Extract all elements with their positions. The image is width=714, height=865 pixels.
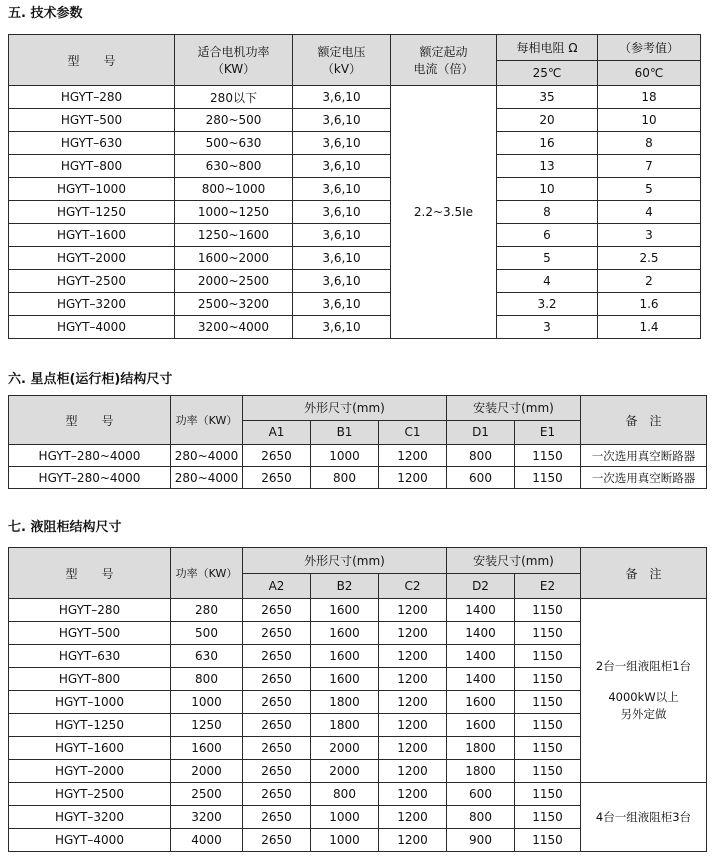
a2-cell: 2650 bbox=[243, 599, 311, 622]
liquid-cabinet-table bbox=[8, 547, 707, 852]
e1-cell: 1150 bbox=[515, 467, 581, 489]
d2-cell: 900 bbox=[447, 829, 515, 852]
header-outer-size: 外形尺寸(mm) bbox=[243, 396, 447, 421]
power-cell: 800~1000 bbox=[175, 178, 293, 201]
resistance-60c-cell: 1.4 bbox=[598, 316, 701, 339]
resistance-25c-cell: 35 bbox=[497, 86, 598, 109]
model-cell: HGYT–4000 bbox=[9, 316, 175, 339]
c2-cell: 1200 bbox=[379, 783, 447, 806]
d2-cell: 800 bbox=[447, 806, 515, 829]
e2-cell: 1150 bbox=[515, 737, 581, 760]
model-cell: HGYT–1250 bbox=[9, 201, 175, 224]
resistance-60c-cell: 2.5 bbox=[598, 247, 701, 270]
power-cell: 1250~1600 bbox=[175, 224, 293, 247]
voltage-cell: 3,6,10 bbox=[293, 132, 391, 155]
voltage-cell: 3,6,10 bbox=[293, 316, 391, 339]
b2-cell: 2000 bbox=[311, 760, 379, 783]
model-cell: HGYT–1000 bbox=[9, 691, 171, 714]
header-a2: A2 bbox=[243, 573, 311, 599]
table-header-row bbox=[9, 548, 707, 574]
d2-cell: 1400 bbox=[447, 668, 515, 691]
header-e1: E1 bbox=[515, 420, 581, 445]
model-cell: HGYT–2000 bbox=[9, 760, 171, 783]
resistance-60c-cell: 7 bbox=[598, 155, 701, 178]
model-cell: HGYT–2500 bbox=[9, 783, 171, 806]
table-row bbox=[9, 783, 707, 806]
remark-line: 另外定做 bbox=[620, 707, 667, 721]
header-power: 功率（KW） bbox=[171, 548, 243, 599]
resistance-25c-cell: 3 bbox=[497, 316, 598, 339]
voltage-cell: 3,6,10 bbox=[293, 293, 391, 316]
header-voltage: 额定电压 （kV） bbox=[293, 35, 391, 86]
table-header-row bbox=[9, 396, 707, 421]
voltage-cell: 3,6,10 bbox=[293, 270, 391, 293]
power-cell: 1600~2000 bbox=[175, 247, 293, 270]
e2-cell: 1150 bbox=[515, 714, 581, 737]
c2-cell: 1200 bbox=[379, 691, 447, 714]
liquid-cabinet-body bbox=[9, 599, 707, 852]
model-cell: HGYT–500 bbox=[9, 109, 175, 132]
resistance-25c-cell: 3.2 bbox=[497, 293, 598, 316]
header-25c: 25℃ bbox=[497, 60, 598, 86]
power-cell: 1000 bbox=[171, 691, 243, 714]
table-row bbox=[9, 224, 701, 247]
resistance-60c-cell: 18 bbox=[598, 86, 701, 109]
c2-cell: 1200 bbox=[379, 829, 447, 852]
b2-cell: 1800 bbox=[311, 691, 379, 714]
remark-line: 4000kW以上 bbox=[608, 690, 679, 704]
c2-cell: 1200 bbox=[379, 714, 447, 737]
voltage-cell: 3,6,10 bbox=[293, 86, 391, 109]
d2-cell: 1600 bbox=[447, 714, 515, 737]
d2-cell: 1400 bbox=[447, 599, 515, 622]
resistance-25c-cell: 4 bbox=[497, 270, 598, 293]
remark-cell bbox=[581, 599, 707, 783]
header-b2: B2 bbox=[311, 573, 379, 599]
voltage-cell: 3,6,10 bbox=[293, 109, 391, 132]
a2-cell: 2650 bbox=[243, 622, 311, 645]
e1-cell: 1150 bbox=[515, 445, 581, 467]
e2-cell: 1150 bbox=[515, 783, 581, 806]
model-cell: HGYT–800 bbox=[9, 155, 175, 178]
power-cell: 2500~3200 bbox=[175, 293, 293, 316]
a2-cell: 2650 bbox=[243, 806, 311, 829]
d2-cell: 1800 bbox=[447, 760, 515, 783]
model-cell: HGYT–4000 bbox=[9, 829, 171, 852]
a2-cell: 2650 bbox=[243, 691, 311, 714]
model-cell: HGYT–500 bbox=[9, 622, 171, 645]
model-cell: HGYT–800 bbox=[9, 668, 171, 691]
power-cell: 2000~2500 bbox=[175, 270, 293, 293]
b1-cell: 1000 bbox=[311, 445, 379, 467]
voltage-cell: 3,6,10 bbox=[293, 247, 391, 270]
power-cell: 1250 bbox=[171, 714, 243, 737]
e2-cell: 1150 bbox=[515, 599, 581, 622]
b2-cell: 2000 bbox=[311, 737, 379, 760]
header-power: 功率（KW） bbox=[171, 396, 243, 445]
b2-cell: 1600 bbox=[311, 622, 379, 645]
star-cabinet-table bbox=[8, 395, 707, 489]
table-row bbox=[9, 247, 701, 270]
table-row bbox=[9, 445, 707, 467]
b2-cell: 1600 bbox=[311, 645, 379, 668]
resistance-60c-cell: 1.6 bbox=[598, 293, 701, 316]
power-cell: 1000~1250 bbox=[175, 201, 293, 224]
model-cell: HGYT–1600 bbox=[9, 224, 175, 247]
e2-cell: 1150 bbox=[515, 622, 581, 645]
resistance-60c-cell: 4 bbox=[598, 201, 701, 224]
table-header-row bbox=[9, 35, 701, 61]
star-cabinet-body bbox=[9, 445, 707, 489]
table-row bbox=[9, 155, 701, 178]
power-cell: 280~4000 bbox=[171, 467, 243, 489]
header-outer-size: 外形尺寸(mm) bbox=[243, 548, 447, 574]
b1-cell: 800 bbox=[311, 467, 379, 489]
power-cell: 3200 bbox=[171, 806, 243, 829]
tech-params-table bbox=[8, 34, 701, 339]
power-cell: 280~500 bbox=[175, 109, 293, 132]
tech-params-body bbox=[9, 86, 701, 339]
b2-cell: 1000 bbox=[311, 806, 379, 829]
header-reference: （参考值） bbox=[598, 35, 701, 61]
a2-cell: 2650 bbox=[243, 829, 311, 852]
d2-cell: 1400 bbox=[447, 622, 515, 645]
resistance-25c-cell: 10 bbox=[497, 178, 598, 201]
header-e2: E2 bbox=[515, 573, 581, 599]
d2-cell: 600 bbox=[447, 783, 515, 806]
table-row bbox=[9, 270, 701, 293]
voltage-cell: 3,6,10 bbox=[293, 201, 391, 224]
table-row bbox=[9, 599, 707, 622]
b2-cell: 1600 bbox=[311, 599, 379, 622]
c2-cell: 1200 bbox=[379, 622, 447, 645]
resistance-60c-cell: 2 bbox=[598, 270, 701, 293]
c2-cell: 1200 bbox=[379, 760, 447, 783]
resistance-25c-cell: 20 bbox=[497, 109, 598, 132]
header-c2: C2 bbox=[379, 573, 447, 599]
model-cell: HGYT–1600 bbox=[9, 737, 171, 760]
power-cell: 1600 bbox=[171, 737, 243, 760]
model-cell: HGYT–1250 bbox=[9, 714, 171, 737]
header-d2: D2 bbox=[447, 573, 515, 599]
resistance-60c-cell: 5 bbox=[598, 178, 701, 201]
header-c1: C1 bbox=[379, 420, 447, 445]
header-60c: 60℃ bbox=[598, 60, 701, 86]
voltage-cell: 3,6,10 bbox=[293, 224, 391, 247]
d1-cell: 800 bbox=[447, 445, 515, 467]
power-cell: 630~800 bbox=[175, 155, 293, 178]
header-model: 型 号 bbox=[9, 548, 171, 599]
header-remark: 备 注 bbox=[581, 548, 707, 599]
section-7-title: 七. 液阻柜结构尺寸 bbox=[8, 520, 122, 535]
c2-cell: 1200 bbox=[379, 599, 447, 622]
model-cell: HGYT–1000 bbox=[9, 178, 175, 201]
d1-cell: 600 bbox=[447, 467, 515, 489]
header-model: 型 号 bbox=[9, 396, 171, 445]
e2-cell: 1150 bbox=[515, 691, 581, 714]
model-cell: HGYT–630 bbox=[9, 132, 175, 155]
resistance-60c-cell: 10 bbox=[598, 109, 701, 132]
model-cell: HGYT–3200 bbox=[9, 293, 175, 316]
model-cell: HGYT–280 bbox=[9, 86, 175, 109]
c2-cell: 1200 bbox=[379, 737, 447, 760]
d2-cell: 1800 bbox=[447, 737, 515, 760]
c1-cell: 1200 bbox=[379, 445, 447, 467]
resistance-25c-cell: 16 bbox=[497, 132, 598, 155]
header-install-size: 安装尺寸(mm) bbox=[447, 396, 581, 421]
power-cell: 280以下 bbox=[175, 86, 293, 109]
b2-cell: 1000 bbox=[311, 829, 379, 852]
remark-cell: 一次选用真空断路器 bbox=[581, 467, 707, 489]
e2-cell: 1150 bbox=[515, 645, 581, 668]
a1-cell: 2650 bbox=[243, 445, 311, 467]
model-cell: HGYT–280~4000 bbox=[9, 467, 171, 489]
power-cell: 2000 bbox=[171, 760, 243, 783]
e2-cell: 1150 bbox=[515, 829, 581, 852]
c2-cell: 1200 bbox=[379, 645, 447, 668]
b2-cell: 800 bbox=[311, 783, 379, 806]
power-cell: 630 bbox=[171, 645, 243, 668]
power-cell: 2500 bbox=[171, 783, 243, 806]
remark-cell: 一次选用真空断路器 bbox=[581, 445, 707, 467]
power-cell: 800 bbox=[171, 668, 243, 691]
header-install-size: 安装尺寸(mm) bbox=[447, 548, 581, 574]
a2-cell: 2650 bbox=[243, 645, 311, 668]
d2-cell: 1600 bbox=[447, 691, 515, 714]
e2-cell: 1150 bbox=[515, 806, 581, 829]
header-start-current: 额定起动 电流（倍） bbox=[391, 35, 497, 86]
resistance-25c-cell: 5 bbox=[497, 247, 598, 270]
table-row bbox=[9, 86, 701, 109]
model-cell: HGYT–280 bbox=[9, 599, 171, 622]
table-row bbox=[9, 293, 701, 316]
voltage-cell: 3,6,10 bbox=[293, 178, 391, 201]
power-cell: 500~630 bbox=[175, 132, 293, 155]
resistance-25c-cell: 8 bbox=[497, 201, 598, 224]
a1-cell: 2650 bbox=[243, 467, 311, 489]
table-row bbox=[9, 132, 701, 155]
e2-cell: 1150 bbox=[515, 668, 581, 691]
resistance-60c-cell: 8 bbox=[598, 132, 701, 155]
model-cell: HGYT–2500 bbox=[9, 270, 175, 293]
header-d1: D1 bbox=[447, 420, 515, 445]
power-cell: 280 bbox=[171, 599, 243, 622]
power-cell: 280~4000 bbox=[171, 445, 243, 467]
a2-cell: 2650 bbox=[243, 783, 311, 806]
voltage-cell: 3,6,10 bbox=[293, 155, 391, 178]
header-remark: 备 注 bbox=[581, 396, 707, 445]
resistance-25c-cell: 13 bbox=[497, 155, 598, 178]
resistance-60c-cell: 3 bbox=[598, 224, 701, 247]
remark-cell: 4台一组液阻柜3台 bbox=[581, 783, 707, 852]
header-power: 适合电机功率 （KW） bbox=[175, 35, 293, 86]
model-cell: HGYT–280~4000 bbox=[9, 445, 171, 467]
header-a1: A1 bbox=[243, 420, 311, 445]
b2-cell: 1600 bbox=[311, 668, 379, 691]
a2-cell: 2650 bbox=[243, 714, 311, 737]
e2-cell: 1150 bbox=[515, 760, 581, 783]
header-model: 型 号 bbox=[9, 35, 175, 86]
header-b1: B1 bbox=[311, 420, 379, 445]
table-row bbox=[9, 178, 701, 201]
table-row bbox=[9, 316, 701, 339]
model-cell: HGYT–3200 bbox=[9, 806, 171, 829]
table-row bbox=[9, 109, 701, 132]
header-resistance: 每相电阻 Ω bbox=[497, 35, 598, 61]
d2-cell: 1400 bbox=[447, 645, 515, 668]
remark-line: 2台一组液阻柜1台 bbox=[595, 659, 692, 673]
power-cell: 500 bbox=[171, 622, 243, 645]
section-6-title: 六. 星点柜(运行柜)结构尺寸 bbox=[8, 372, 173, 387]
model-cell: HGYT–2000 bbox=[9, 247, 175, 270]
table-row bbox=[9, 467, 707, 489]
b2-cell: 1800 bbox=[311, 714, 379, 737]
power-cell: 3200~4000 bbox=[175, 316, 293, 339]
model-cell: HGYT–630 bbox=[9, 645, 171, 668]
a2-cell: 2650 bbox=[243, 760, 311, 783]
resistance-25c-cell: 6 bbox=[497, 224, 598, 247]
table-row bbox=[9, 201, 701, 224]
start-current-cell: 2.2~3.5Ie bbox=[391, 86, 497, 339]
c2-cell: 1200 bbox=[379, 668, 447, 691]
section-5-title: 五. 技术参数 bbox=[8, 6, 83, 21]
c1-cell: 1200 bbox=[379, 467, 447, 489]
a2-cell: 2650 bbox=[243, 737, 311, 760]
a2-cell: 2650 bbox=[243, 668, 311, 691]
power-cell: 4000 bbox=[171, 829, 243, 852]
c2-cell: 1200 bbox=[379, 806, 447, 829]
